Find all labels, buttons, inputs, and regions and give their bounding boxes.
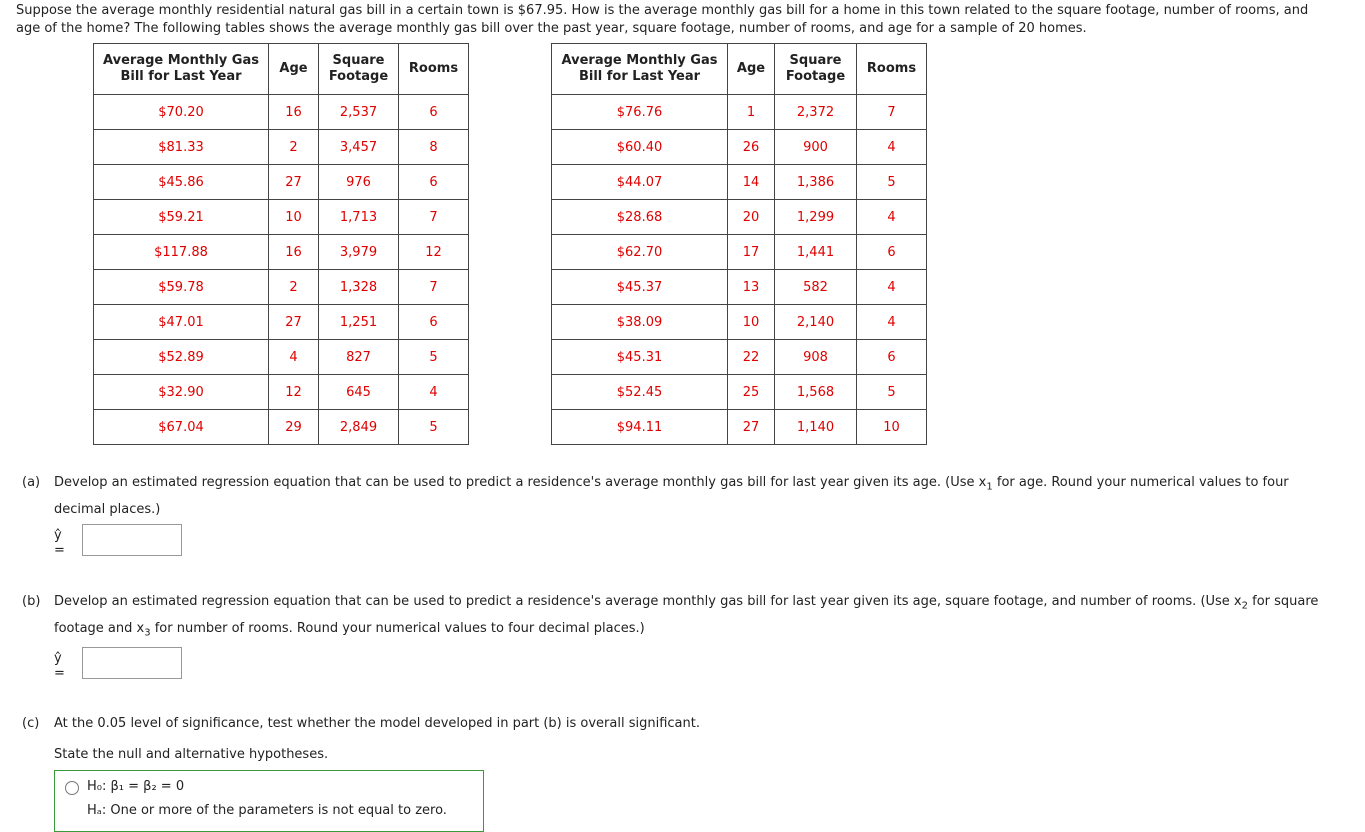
cell-age: 13 [728, 270, 775, 305]
cell-square-footage: 3,979 [319, 235, 399, 270]
table-row [94, 305, 469, 340]
table-row [552, 305, 927, 340]
cell-rooms: 6 [399, 95, 469, 130]
cell-square-footage: 900 [775, 130, 857, 165]
header-age: Age [269, 44, 319, 95]
cell-rooms: 6 [399, 165, 469, 200]
cell-gas-bill: $117.88 [94, 235, 269, 270]
cell-gas-bill: $52.45 [552, 375, 728, 410]
header-rooms: Rooms [857, 44, 927, 95]
cell-rooms: 7 [857, 95, 927, 130]
header-rooms: Rooms [399, 44, 469, 95]
part-a-label: (a) [22, 475, 41, 490]
cell-square-footage: 1,299 [775, 200, 857, 235]
table-row [94, 270, 469, 305]
table-row [94, 340, 469, 375]
cell-gas-bill: $60.40 [552, 130, 728, 165]
cell-square-footage: 1,713 [319, 200, 399, 235]
header-age: Age [728, 44, 775, 95]
cell-rooms: 5 [857, 375, 927, 410]
header-square-footage: Square Footage [319, 44, 399, 95]
cell-age: 20 [728, 200, 775, 235]
header-gas-bill: Average Monthly Gas Bill for Last Year [94, 44, 269, 95]
yhat-label: ŷ = [54, 528, 65, 558]
cell-square-footage: 2,537 [319, 95, 399, 130]
table-row [552, 340, 927, 375]
cell-square-footage: 3,457 [319, 130, 399, 165]
cell-gas-bill: $67.04 [94, 410, 269, 445]
part-a-answer-input[interactable] [82, 524, 182, 556]
cell-age: 12 [269, 375, 319, 410]
cell-gas-bill: $47.01 [94, 305, 269, 340]
table-row [552, 200, 927, 235]
cell-age: 4 [269, 340, 319, 375]
data-table-right [551, 43, 927, 445]
cell-gas-bill: $45.31 [552, 340, 728, 375]
cell-gas-bill: $44.07 [552, 165, 728, 200]
cell-square-footage: 1,568 [775, 375, 857, 410]
cell-rooms: 4 [857, 270, 927, 305]
cell-age: 27 [269, 165, 319, 200]
cell-square-footage: 582 [775, 270, 857, 305]
cell-age: 16 [269, 235, 319, 270]
cell-age: 2 [269, 270, 319, 305]
table-row [94, 130, 469, 165]
cell-rooms: 5 [399, 340, 469, 375]
cell-rooms: 4 [857, 305, 927, 340]
cell-rooms: 5 [857, 165, 927, 200]
cell-age: 27 [269, 305, 319, 340]
null-hypothesis: H₀: β₁ = β₂ = 0 [87, 779, 185, 794]
cell-age: 26 [728, 130, 775, 165]
table-row [552, 95, 927, 130]
cell-rooms: 4 [857, 130, 927, 165]
part-b-answer-input[interactable] [82, 647, 182, 679]
cell-rooms: 4 [857, 200, 927, 235]
table-row [94, 165, 469, 200]
part-b-text: Develop an estimated regression equation that can be used to predict a residence's average monthly gas bill for last year given its age, square footage, and number of rooms. (Use $x_2$ for square footage and $x_3$ for number of rooms. Round your numerical values to four decimal places.) [54, 594, 1319, 639]
part-c-state-text: State the null and alternative hypotheses. [54, 747, 329, 762]
table-row [94, 200, 469, 235]
cell-age: 10 [728, 305, 775, 340]
cell-rooms: 6 [857, 235, 927, 270]
table-row [552, 130, 927, 165]
table-row [552, 165, 927, 200]
cell-gas-bill: $28.68 [552, 200, 728, 235]
cell-rooms: 12 [399, 235, 469, 270]
part-c-question [22, 713, 1342, 735]
cell-age: 14 [728, 165, 775, 200]
cell-gas-bill: $52.89 [94, 340, 269, 375]
cell-square-footage: 1,441 [775, 235, 857, 270]
yhat-label: ŷ = [54, 651, 65, 681]
header-gas-bill: Average Monthly Gas Bill for Last Year [552, 44, 728, 95]
cell-rooms: 8 [399, 130, 469, 165]
radio-button[interactable] [65, 781, 79, 795]
cell-square-footage: 2,140 [775, 305, 857, 340]
cell-age: 22 [728, 340, 775, 375]
table-row [94, 95, 469, 130]
table-row [552, 270, 927, 305]
cell-square-footage: 1,328 [319, 270, 399, 305]
header-square-footage: Square Footage [775, 44, 857, 95]
cell-age: 16 [269, 95, 319, 130]
cell-gas-bill: $94.11 [552, 410, 728, 445]
cell-gas-bill: $81.33 [94, 130, 269, 165]
cell-square-footage: 976 [319, 165, 399, 200]
cell-rooms: 7 [399, 200, 469, 235]
part-a-question [22, 472, 1342, 521]
table-row [552, 235, 927, 270]
table-row [94, 410, 469, 445]
table-row [552, 410, 927, 445]
part-c-label: (c) [22, 716, 40, 731]
cell-gas-bill: $38.09 [552, 305, 728, 340]
cell-gas-bill: $45.37 [552, 270, 728, 305]
data-table-left [93, 43, 469, 445]
cell-square-footage: 2,372 [775, 95, 857, 130]
cell-square-footage: 1,251 [319, 305, 399, 340]
cell-age: 1 [728, 95, 775, 130]
cell-rooms: 6 [399, 305, 469, 340]
cell-square-footage: 1,140 [775, 410, 857, 445]
cell-gas-bill: $45.86 [94, 165, 269, 200]
cell-rooms: 4 [399, 375, 469, 410]
cell-age: 27 [728, 410, 775, 445]
part-b-label: (b) [22, 594, 41, 609]
cell-gas-bill: $59.78 [94, 270, 269, 305]
cell-square-footage: 2,849 [319, 410, 399, 445]
cell-rooms: 7 [399, 270, 469, 305]
cell-square-footage: 1,386 [775, 165, 857, 200]
cell-age: 29 [269, 410, 319, 445]
cell-age: 17 [728, 235, 775, 270]
alternative-hypothesis: Hₐ: One or more of the parameters is not equal to zero. [87, 803, 447, 818]
part-b-question [22, 591, 1342, 644]
cell-gas-bill: $62.70 [552, 235, 728, 270]
cell-rooms: 10 [857, 410, 927, 445]
cell-square-footage: 645 [319, 375, 399, 410]
table-row [552, 375, 927, 410]
cell-gas-bill: $59.21 [94, 200, 269, 235]
cell-age: 10 [269, 200, 319, 235]
cell-age: 2 [269, 130, 319, 165]
cell-gas-bill: $32.90 [94, 375, 269, 410]
table-header-row [94, 44, 469, 95]
part-c-instruction [22, 744, 1342, 766]
hypothesis-option-1[interactable] [54, 770, 484, 832]
cell-rooms: 6 [857, 340, 927, 375]
cell-rooms: 5 [399, 410, 469, 445]
table-row [94, 235, 469, 270]
table-row [94, 375, 469, 410]
cell-square-footage: 908 [775, 340, 857, 375]
cell-age: 25 [728, 375, 775, 410]
cell-gas-bill: $76.76 [552, 95, 728, 130]
cell-gas-bill: $70.20 [94, 95, 269, 130]
cell-square-footage: 827 [319, 340, 399, 375]
table-header-row [552, 44, 927, 95]
part-a-text: Develop an estimated regression equation that can be used to predict a residence's average monthly gas bill for last year given its age. (Use $x_1$ for age. Round your numerical values to four decimal places.) [54, 475, 1289, 517]
part-c-text: At the 0.05 level of significance, test whether the model developed in part (b) is overall significant. [54, 716, 700, 731]
problem-statement: Suppose the average monthly residential natural gas bill in a certain town is $67.95. How is the average monthly gas bill for a home in this town related to the square footage, number of rooms, and age of the home? The following tables shows the average monthly gas bill over the past year, square footage, number of rooms, and age for a sample of 20 homes. [16, 3, 1309, 36]
